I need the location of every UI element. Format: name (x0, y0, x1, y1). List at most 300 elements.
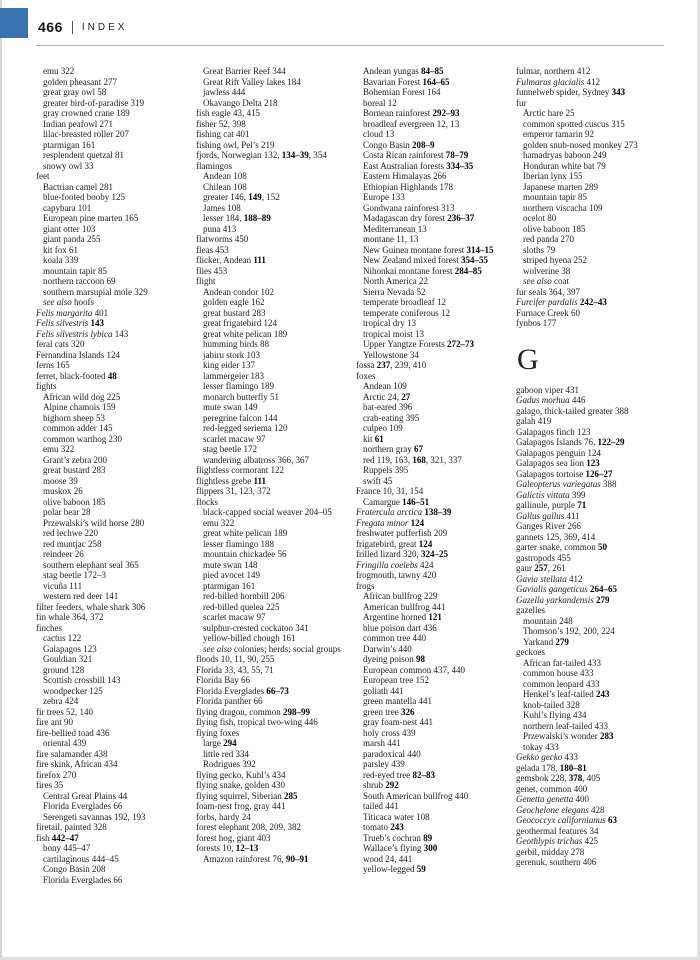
index-subentry: Bohemian Forest 164 (363, 87, 441, 97)
index-subentry: paradoxical 440 (363, 748, 421, 759)
index-entry: flying squirrel, Siberian 285 (196, 790, 298, 801)
index-subentry: Mediterranean 13 (363, 223, 427, 234)
index-subentry: red lechwe 220 (43, 528, 98, 538)
index-subentry: African bullfrog 229 (363, 591, 438, 601)
index-subentry: American bullfrog 441 (363, 601, 446, 612)
index-entry: frogs (356, 580, 375, 591)
index-subentry: koala 339 (43, 255, 79, 265)
index-entry (516, 584, 667, 595)
bold-page-ref: 134–39 (281, 150, 309, 160)
index-entry: fynbos 177 (516, 318, 557, 328)
index-subentry: yellow-billed chough 161 (203, 633, 296, 643)
italic-text: Fringilla coelebs (356, 559, 418, 570)
italic-text: Felis silvestris (36, 318, 89, 328)
index-subentry: Bornean rainforest 292–93 (363, 108, 460, 118)
index-entry: flying dragon, common 298–99 (196, 706, 310, 717)
bold-page-ref: 98 (416, 654, 425, 664)
index-subentry: great white pelican 189 (203, 528, 288, 538)
index-entry: gallinule, purple 71 (516, 500, 587, 510)
index-entry: flying gecko, Kuhl’s 434 (196, 769, 286, 780)
index-subentry: Honduran white bat 79 (523, 160, 606, 171)
index-subentry: olive baboon 185 (43, 496, 106, 507)
index-entry: flightless cormorant 122 (196, 465, 284, 475)
index-subentry: gray crowned crane 189 (43, 108, 130, 118)
index-entry: Galapagos finch 123 (516, 426, 591, 437)
index-column-3 (356, 66, 507, 875)
index-subentry: Argentine horned 121 (363, 612, 442, 622)
index-subentry: cloud 13 (363, 129, 395, 139)
index-subentry: ground 128 (43, 664, 85, 675)
bold-page-ref: 378 (568, 773, 583, 783)
index-subentry: Ethiopian Highlands 178 (363, 181, 453, 192)
index-subentry: hamadryas baboon 249 (523, 150, 607, 160)
index-subentry: Ruppels 395 (363, 465, 409, 475)
index-entry: Geothlypis trichas 425 (516, 836, 598, 846)
index-entry: gerenuk, southern 406 (516, 857, 597, 867)
index-subentry: Titicaca water 108 (363, 811, 430, 822)
index-subentry: Eastern Himalayas 266 (363, 171, 447, 181)
index-entry: Genetta genetta 400 (516, 794, 589, 804)
index-subentry: Great Barrier Reef 344 (203, 66, 286, 76)
index-subentry: European pine marten 165 (43, 213, 139, 223)
index-subentry: lesser flamingo 189 (203, 381, 274, 391)
index-entry: France 10, 31, 154 (356, 486, 424, 496)
index-entry: fire ant 90 (36, 717, 73, 727)
index-entry: firetail, painted 328 (36, 822, 107, 832)
index-subentry: Upper Yangtze Forests 272–73 (363, 339, 474, 349)
index-subentry: Iberian lynx 155 (523, 171, 583, 181)
index-subentry: monarch butterfly 51 (203, 391, 279, 402)
bold-page-ref: 236–37 (447, 213, 475, 223)
index-entry: ferret, black-footed 48 (36, 370, 117, 381)
index-entry: gaur 257, 261 (516, 563, 566, 573)
index-subentry: emu 322 (43, 444, 75, 454)
index-subentry: southern marsupial mole 329 (43, 286, 148, 297)
bold-page-ref: 279 (596, 594, 610, 605)
index-subentry: New Zealand mixed forest 354–55 (363, 255, 488, 265)
index-entry: flippers 31, 123, 372 (196, 486, 271, 496)
index-subentry: reindeer 26 (43, 549, 84, 559)
bold-page-ref: 243 (390, 822, 404, 832)
index-subentry: wolverine 38 (523, 265, 571, 276)
index-subentry: mountain tapir 85 (43, 265, 107, 276)
bold-page-ref: 121 (428, 612, 442, 622)
index-subentry: bighorn sheep 53 (43, 412, 105, 423)
index-entry: ferns 165 (36, 360, 70, 370)
page-number: 466 (38, 19, 63, 35)
index-subentry: jabiru stork 103 (203, 349, 260, 360)
index-entry: fisher 52, 398 (196, 118, 246, 129)
index-subentry: ocelot 80 (523, 213, 557, 223)
index-subentry: James 108 (203, 202, 241, 213)
bold-page-ref: 300 (423, 843, 438, 853)
index-subentry: wood 24, 441 (363, 853, 413, 864)
index-subentry: South American bullfrog 440 (363, 790, 469, 801)
index-entry: Gadus morhua 446 (516, 395, 586, 405)
index-subentry: culpeo 109 (363, 423, 403, 433)
index-entry: Galictis vittata 399 (516, 489, 586, 500)
bold-page-ref: 89 (423, 832, 433, 843)
index-entry: Felis margarita 401 (36, 307, 109, 318)
bold-page-ref: 123 (586, 458, 600, 468)
index-subentry: Camargue 146–51 (363, 496, 430, 507)
bold-page-ref: 126–27 (585, 468, 613, 479)
index-subentry: tropical dry 13 (363, 318, 416, 328)
index-subentry: northern leaf-tailed 433 (523, 720, 608, 731)
index-entry (516, 595, 667, 606)
bold-page-ref: 82–83 (412, 769, 435, 780)
bold-page-ref: 149 (248, 192, 262, 202)
bold-page-ref: 124 (418, 538, 433, 549)
index-subentry: common house 433 (523, 668, 594, 678)
index-subentry: holy cross 439 (363, 727, 416, 738)
index-subentry: Arctic hare 25 (523, 108, 575, 118)
italic-text: Gavialis gangeticus (516, 584, 588, 594)
index-subentry: Andean condor 102 (203, 286, 274, 297)
index-subentry: see also coat (523, 276, 569, 286)
index-subentry: ptarmigan 161 (43, 139, 96, 150)
index-entry: flies 453 (196, 265, 228, 276)
index-subentry: goliath 441 (363, 685, 404, 696)
index-subentry: pied avocet 149 (203, 570, 260, 580)
index-entry: fir trees 52, 140 (36, 706, 93, 717)
index-subentry: scarlet macaw 97 (203, 433, 266, 444)
italic-text: Geochelone elegans (516, 804, 589, 815)
index-entry: galago, thick-tailed greater 388 (516, 405, 629, 416)
index-subentry: montane 11, 13 (363, 234, 419, 244)
index-subentry: blue-footed booby 125 (43, 192, 125, 202)
bold-page-ref: 257 (534, 563, 548, 573)
index-subentry: green tree 326 (363, 706, 415, 717)
bold-page-ref: 48 (107, 370, 117, 381)
index-subentry: blue poison dart 436 (363, 622, 437, 633)
bold-page-ref: 122–29 (597, 437, 625, 447)
index-subentry: Congo Basin 208 (43, 864, 106, 874)
index-column-1 (36, 66, 187, 885)
index-entry: Furnace Creek 60 (516, 307, 580, 318)
index-subentry: olive baboon 185 (523, 223, 586, 234)
italic-text: Felis margarita (36, 307, 93, 318)
bold-page-ref: 334–35 (446, 160, 474, 171)
index-subentry: lilac-breasted roller 207 (43, 129, 129, 139)
bold-page-ref: 285 (283, 790, 298, 801)
index-subentry: stag beetle 172–3 (43, 570, 106, 580)
index-entry: Fulmarus glacialis 412 (516, 76, 601, 87)
index-subentry: lesser flamingo 188 (203, 538, 274, 549)
italic-text: Felis silvestris lybica (36, 328, 113, 339)
italic-text: Gekko gecko (516, 752, 563, 762)
index-entry: forest hog, giant 403 (196, 832, 271, 843)
header-divider (72, 21, 73, 34)
index-subentry: polar bear 28 (43, 507, 91, 517)
index-entry: gastropods 455 (516, 552, 571, 563)
index-entry: Fernandina Islands 124 (36, 349, 120, 360)
index-entry: gelada 178, 180–81 (516, 762, 587, 773)
index-entry: Florida Bay 66 (196, 675, 250, 685)
index-entry: fleas 453 (196, 244, 229, 255)
italic-text: Fratercula arctica (356, 507, 423, 517)
index-subentry: temperate broadleaf 12 (363, 297, 446, 307)
index-entry: Florida 33, 43, 55, 71 (196, 664, 274, 675)
index-subentry: humming birds 88 (203, 339, 270, 349)
index-subentry: cartilaginous 444–45 (43, 853, 119, 864)
index-entry: frogmouth, tawny 420 (356, 570, 437, 580)
index-subentry: red 119, 163, 168, 321, 337 (363, 454, 462, 465)
index-subentry: Chilean 108 (203, 181, 247, 192)
index-entry: flight (196, 276, 216, 286)
index-subentry: Scottish crossbill 143 (43, 675, 121, 685)
index-entry: frigatebird, great 124 (356, 538, 433, 549)
bold-page-ref: 124 (410, 517, 425, 528)
index-subentry: king eider 137 (203, 360, 255, 370)
index-subentry: red panda 270 (523, 234, 574, 244)
index-entry: Galapagos sea lion 123 (516, 458, 600, 468)
index-subentry: African fat-tailed 433 (523, 657, 601, 668)
index-subentry: tokay 433 (523, 741, 559, 752)
index-subentry: Przewalski’s wonder 283 (523, 731, 614, 741)
bold-page-ref: 90–91 (285, 853, 309, 864)
bold-page-ref: 111 (253, 475, 267, 486)
index-entry: Gekko gecko 433 (516, 752, 578, 762)
index-subentry: Alpine chamois 159 (43, 402, 116, 412)
bold-page-ref: 237 (376, 360, 391, 370)
index-subentry: tropical moist 13 (363, 328, 424, 339)
index-subentry: North America 22 (363, 276, 428, 286)
italic-text: Geococcyx californianus (516, 815, 606, 825)
index-subentry: Trueb’s cochran 89 (363, 832, 433, 843)
index-subentry: scarlet macaw 97 (203, 612, 266, 622)
index-subentry: large 294 (203, 738, 237, 748)
index-subentry: giant otter 103 (43, 223, 96, 234)
index-subentry: little red 334 (203, 748, 249, 759)
index-entry: fin whale 364, 372 (36, 612, 104, 622)
bold-page-ref: 50 (597, 542, 607, 552)
index-subentry: knob-tailed 328 (523, 699, 580, 710)
index-entry: freshwater pufferfish 209 (356, 528, 448, 538)
index-subentry: see also colonies; herds; social groups (203, 643, 341, 654)
index-subentry: common leopard 433 (523, 678, 600, 689)
index-subentry: lesser 184, 188–89 (203, 213, 271, 223)
bold-page-ref: 324–25 (420, 549, 448, 559)
index-subentry: shrub 292 (363, 780, 399, 790)
index-subentry: Congo Basin 208–9 (363, 139, 435, 150)
index-subentry: Gouldian 321 (43, 654, 93, 664)
index-subentry: boreal 12 (363, 97, 397, 108)
index-columns (36, 66, 668, 885)
index-entry: fires 35 (36, 780, 64, 790)
bold-page-ref: 264–65 (590, 584, 617, 594)
bold-page-ref: 61 (374, 433, 384, 444)
index-entry: feral cats 320 (36, 339, 85, 349)
index-entry: firefox 270 (36, 769, 77, 780)
index-subentry: New Guinea montane forest 314–15 (363, 244, 494, 255)
index-subentry: greater bird-of-paradise 319 (43, 97, 144, 108)
bold-page-ref: 164–65 (422, 76, 450, 87)
index-entry: Ganges River 266 (516, 521, 581, 531)
index-subentry: Galapagos 123 (43, 643, 97, 654)
index-subentry: marsh 441 (363, 738, 401, 748)
index-subentry: Amazon rainforest 76, 90–91 (203, 853, 309, 864)
index-subentry: Florida Everglades 66 (43, 874, 123, 885)
index-subentry: great white pelican 189 (203, 328, 288, 339)
bold-page-ref: 284–85 (454, 265, 482, 276)
index-subentry: Darwin’s 440 (363, 643, 412, 654)
index-entry: fire skink, African 434 (36, 759, 118, 769)
bold-page-ref: 272–73 (447, 339, 474, 349)
italic-text: see also (43, 297, 72, 307)
index-subentry: yellow-legged 59 (363, 864, 426, 874)
italic-text: Furcifer pardalis (516, 297, 578, 307)
bold-page-ref: 314–15 (466, 244, 494, 255)
index-subentry: peregrine falcon 144 (203, 412, 278, 423)
italic-text: Gadus morhua (516, 395, 570, 405)
bold-page-ref: 67 (413, 444, 423, 454)
bold-page-ref: 294 (223, 738, 237, 748)
bold-page-ref: 292–93 (432, 108, 460, 118)
index-subentry: Wallace’s flying 300 (363, 843, 438, 853)
index-subentry: Japanese marten 289 (523, 181, 598, 192)
index-entry: frilled lizard 320, 324–25 (356, 549, 448, 559)
bold-page-ref: 84–85 (421, 66, 444, 76)
bold-page-ref: 326 (400, 706, 415, 717)
index-entry: Galeopterus variegatus 388 (516, 479, 617, 489)
bold-page-ref: 298–99 (283, 706, 310, 717)
index-subentry: Florida Everglades 66 (43, 801, 123, 811)
index-subentry: mountain chickadee 56 (203, 549, 287, 559)
index-subentry: broadleaf evergreen 12, 13 (363, 118, 460, 129)
index-entry: fulmar, northern 412 (516, 66, 591, 76)
bold-page-ref: 354–55 (460, 255, 488, 265)
index-subentry: Great Rift Valley lakes 184 (203, 76, 301, 87)
italic-text: see also (523, 276, 552, 286)
index-entry: filter feeders, whale shark 306 (36, 601, 146, 612)
index-entry: Florida Everglades 66–73 (196, 685, 289, 696)
bold-page-ref: 242–43 (579, 297, 607, 307)
bold-page-ref: 138–39 (424, 507, 452, 517)
index-subentry: red muntjac 258 (43, 538, 102, 549)
italic-text: Fulmarus glacialis (516, 76, 585, 87)
index-subentry: Przewalski’s wild horse 280 (43, 517, 145, 528)
section-color-tab (0, 8, 28, 38)
index-entry: Florida panther 66 (196, 696, 263, 706)
index-entry (356, 518, 507, 529)
index-subentry: Okavango Delta 218 (203, 97, 278, 108)
index-subentry: bat-eared 396 (363, 402, 413, 412)
index-subentry: red-billed quelea 225 (203, 601, 280, 612)
italic-text: Geothlypis trichas (516, 836, 583, 846)
index-subentry: Bactrian camel 281 (43, 181, 113, 192)
index-subentry: resplendent quetzal 81 (43, 150, 124, 160)
index-subentry: mountain 248 (523, 615, 573, 626)
index-subentry: puna 413 (203, 223, 237, 234)
index-entry: genet, common 400 (516, 783, 588, 794)
bold-page-ref: 63 (607, 815, 617, 825)
index-entry: Gavia stellata 412 (516, 573, 583, 584)
index-subentry: muskox 26 (43, 486, 83, 496)
index-subentry: oriental 439 (43, 738, 87, 748)
italic-text: Gallus gallus (516, 510, 565, 521)
index-entry: foam-nest frog, gray 441 (196, 801, 286, 811)
index-subentry: ptarmigan 161 (203, 580, 256, 591)
index-subentry: Arctic 24, 27 (363, 391, 411, 402)
index-subentry: common tree 440 (363, 633, 426, 643)
index-subentry: Indian peafowl 271 (43, 118, 113, 129)
index-subentry: gray foam-nest 441 (363, 717, 433, 727)
index-subentry: dyeing poison 98 (363, 654, 425, 664)
index-subentry: Thomson’s 192, 200, 224 (523, 626, 615, 636)
index-subentry: Europe 133 (363, 192, 405, 202)
index-entry (516, 815, 667, 826)
index-subentry: southern elephant seal 365 (43, 559, 139, 570)
italic-text: Gavia stellata (516, 573, 567, 584)
index-subentry: emu 322 (43, 66, 75, 76)
index-subentry: red-eyed tree 82–83 (363, 769, 435, 780)
bold-page-ref: 442–47 (51, 832, 79, 843)
index-subentry: mountain tapir 85 (523, 192, 587, 202)
index-entry: gerbil, midday 278 (516, 846, 585, 857)
index-entry: forests 10, 12–13 (196, 843, 259, 853)
index-subentry: northern raccoon 69 (43, 276, 116, 286)
index-subentry: green mantella 441 (363, 696, 432, 706)
bold-page-ref: 111 (253, 255, 266, 265)
bold-page-ref: 343 (611, 87, 626, 97)
index-subentry: great gray owl 58 (43, 87, 107, 97)
index-entry: Galapagos Islands 76, 122–29 (516, 437, 625, 447)
index-subentry: zebra 424 (43, 696, 79, 706)
index-subentry: parsley 439 (363, 759, 405, 769)
index-subentry: greater 146, 149, 152 (203, 192, 280, 202)
index-subentry: red-legged seriema 120 (203, 423, 288, 433)
index-subentry: wandering albatross 366, 367 (203, 454, 309, 465)
index-subentry: African wild dog 225 (43, 391, 121, 402)
index-subentry: cactus 122 (43, 633, 82, 643)
index-entry: Galapagos tortoise 126–27 (516, 468, 613, 479)
index-subentry: Andean 109 (363, 381, 407, 391)
index-entry: fur seals 364, 397 (516, 286, 580, 297)
index-subentry: bony 445–47 (43, 843, 91, 853)
index-entry: gemsbok 228, 378, 405 (516, 773, 601, 783)
bold-page-ref: 71 (577, 500, 587, 510)
index-subentry: swift 45 (363, 475, 393, 486)
index-subentry: common spotted cuscus 315 (523, 118, 625, 129)
index-entry (36, 318, 187, 329)
index-subentry: kit fox 61 (43, 244, 78, 255)
index-subentry: Central Great Plains 44 (43, 790, 128, 801)
bold-page-ref: 208–9 (412, 139, 435, 150)
index-subentry: Serengeti savannas 192, 193 (43, 811, 146, 822)
index-entry: feet (36, 171, 50, 181)
index-subentry: Madagascan dry forest 236–37 (363, 213, 475, 223)
index-subentry: common warthog 230 (43, 433, 122, 444)
index-subentry: Gondwana rainforest 313 (363, 202, 455, 213)
section-letter-G: G (517, 342, 539, 376)
bold-page-ref: 180–81 (559, 762, 587, 773)
index-entry: foxes (356, 370, 376, 381)
index-subentry: temperate coniferous 12 (363, 307, 450, 318)
bold-page-ref: 283 (599, 731, 614, 741)
index-entry: flatworms 450 (196, 234, 249, 244)
italic-text: Galeopterus variegatus (516, 479, 601, 489)
italic-text: Fregata minor (356, 517, 409, 528)
bold-page-ref: 78–79 (445, 150, 469, 160)
index-subentry: great bustard 283 (43, 465, 106, 475)
index-subentry: mute swan 149 (203, 402, 258, 412)
bold-page-ref: 143 (90, 318, 104, 328)
index-subentry: Grant’s zebra 200 (43, 454, 107, 465)
bold-page-ref: 292 (385, 780, 399, 790)
index-entry: fights (36, 381, 57, 391)
bold-page-ref: 59 (416, 864, 426, 874)
